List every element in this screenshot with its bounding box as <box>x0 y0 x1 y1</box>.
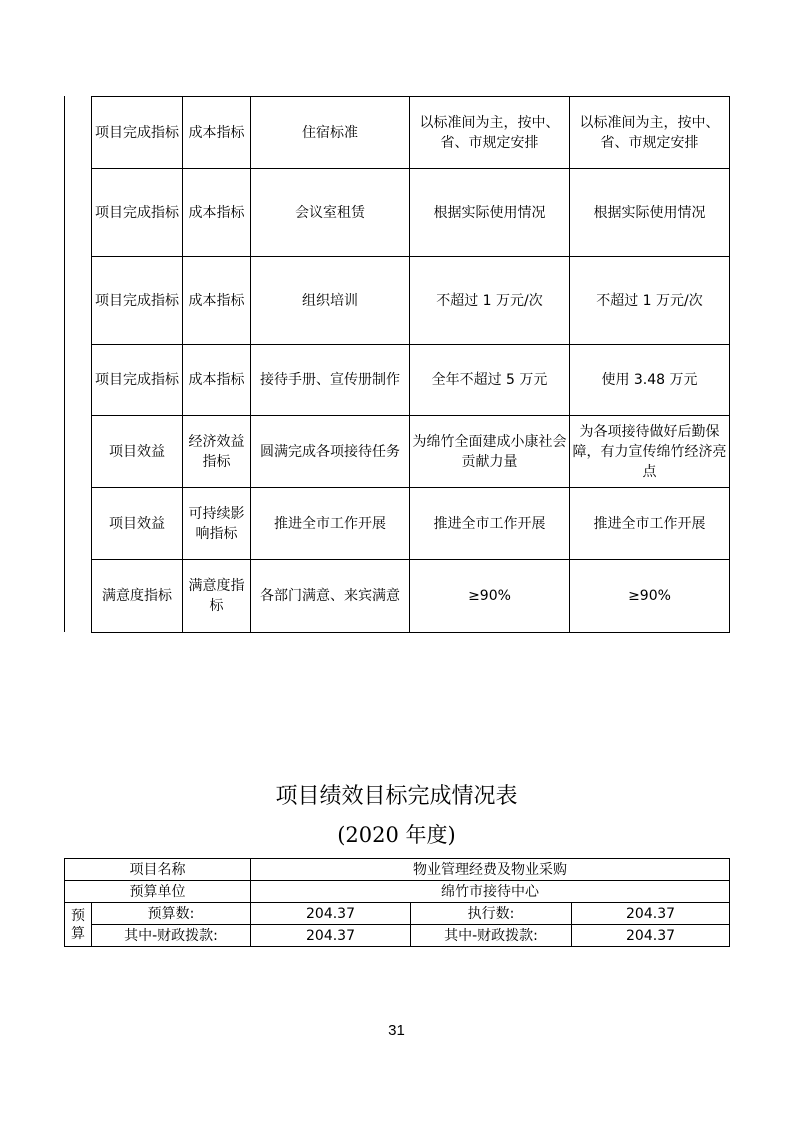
indicator-name: 各部门满意、来宾满意 <box>251 560 410 633</box>
indicator-type: 经济效益指标 <box>183 416 251 488</box>
target-value: ≥90% <box>410 560 570 633</box>
table-row <box>92 169 730 257</box>
fiscal-allocation-executed-value: 204.37 <box>572 925 730 947</box>
actual-value: 根据实际使用情况 <box>570 169 730 257</box>
indicator-name: 住宿标准 <box>251 97 410 169</box>
table-row <box>65 859 730 881</box>
fiscal-allocation-executed-label: 其中-财政拨款: <box>411 925 572 947</box>
actual-value: 推进全市工作开展 <box>570 488 730 560</box>
budget-vertical-char-2: 算 <box>71 925 85 942</box>
fiscal-allocation-value: 204.37 <box>251 925 411 947</box>
indicator-name: 组织培训 <box>251 257 410 345</box>
table-left-border-line <box>64 96 65 632</box>
indicator-name: 接待手册、宣传册制作 <box>251 345 410 416</box>
indicator-type: 可持续影响指标 <box>183 488 251 560</box>
indicator-type: 成本指标 <box>183 97 251 169</box>
indicator-type: 成本指标 <box>183 345 251 416</box>
actual-value: 为各项接待做好后勤保障，有力宣传绵竹经济亮点 <box>570 416 730 488</box>
indicator-category: 项目完成指标 <box>92 169 183 257</box>
budget-vertical-char-1: 预 <box>71 907 85 924</box>
target-value: 以标准间为主，按中、省、市规定安排 <box>410 97 570 169</box>
actual-value: 不超过 1 万元/次 <box>570 257 730 345</box>
target-value: 推进全市工作开展 <box>410 488 570 560</box>
table-row <box>92 416 730 488</box>
budget-unit-value: 绵竹市接待中心 <box>251 881 730 903</box>
indicator-category: 项目效益 <box>92 416 183 488</box>
budget-vertical-label <box>65 903 92 947</box>
fiscal-allocation-label: 其中-财政拨款: <box>92 925 251 947</box>
table-row <box>92 560 730 633</box>
table-row <box>65 925 730 947</box>
table-row <box>92 345 730 416</box>
indicator-type: 满意度指标 <box>183 560 251 633</box>
indicator-type: 成本指标 <box>183 169 251 257</box>
actual-value: 以标准间为主，按中、省、市规定安排 <box>570 97 730 169</box>
indicator-category: 项目效益 <box>92 488 183 560</box>
target-value: 为绵竹全面建成小康社会贡献力量 <box>410 416 570 488</box>
table-subtitle: (2020 年度) <box>337 823 456 847</box>
actual-value: 使用 3.48 万元 <box>570 345 730 416</box>
table-row <box>92 257 730 345</box>
target-value: 不超过 1 万元/次 <box>410 257 570 345</box>
executed-value: 204.37 <box>572 903 730 925</box>
indicator-name: 会议室租赁 <box>251 169 410 257</box>
target-value: 根据实际使用情况 <box>410 169 570 257</box>
budget-amount-label: 预算数: <box>92 903 251 925</box>
indicator-category: 项目完成指标 <box>92 97 183 169</box>
project-name-value: 物业管理经费及物业采购 <box>251 859 730 881</box>
indicator-table <box>91 96 730 633</box>
indicator-category: 项目完成指标 <box>92 345 183 416</box>
project-summary-table <box>64 858 730 947</box>
indicator-name: 圆满完成各项接待任务 <box>251 416 410 488</box>
budget-amount-value: 204.37 <box>251 903 411 925</box>
indicator-category: 满意度指标 <box>92 560 183 633</box>
table-row <box>92 97 730 169</box>
table-row <box>65 903 730 925</box>
table-row <box>65 881 730 903</box>
indicator-type: 成本指标 <box>183 257 251 345</box>
table-title: 项目绩效目标完成情况表 <box>275 784 518 809</box>
page-number: 31 <box>388 1022 405 1039</box>
indicator-name: 推进全市工作开展 <box>251 488 410 560</box>
table-row <box>92 488 730 560</box>
indicator-category: 项目完成指标 <box>92 257 183 345</box>
budget-unit-label: 预算单位 <box>65 881 251 903</box>
actual-value: ≥90% <box>570 560 730 633</box>
project-name-label: 项目名称 <box>65 859 251 881</box>
target-value: 全年不超过 5 万元 <box>410 345 570 416</box>
executed-label: 执行数: <box>411 903 572 925</box>
